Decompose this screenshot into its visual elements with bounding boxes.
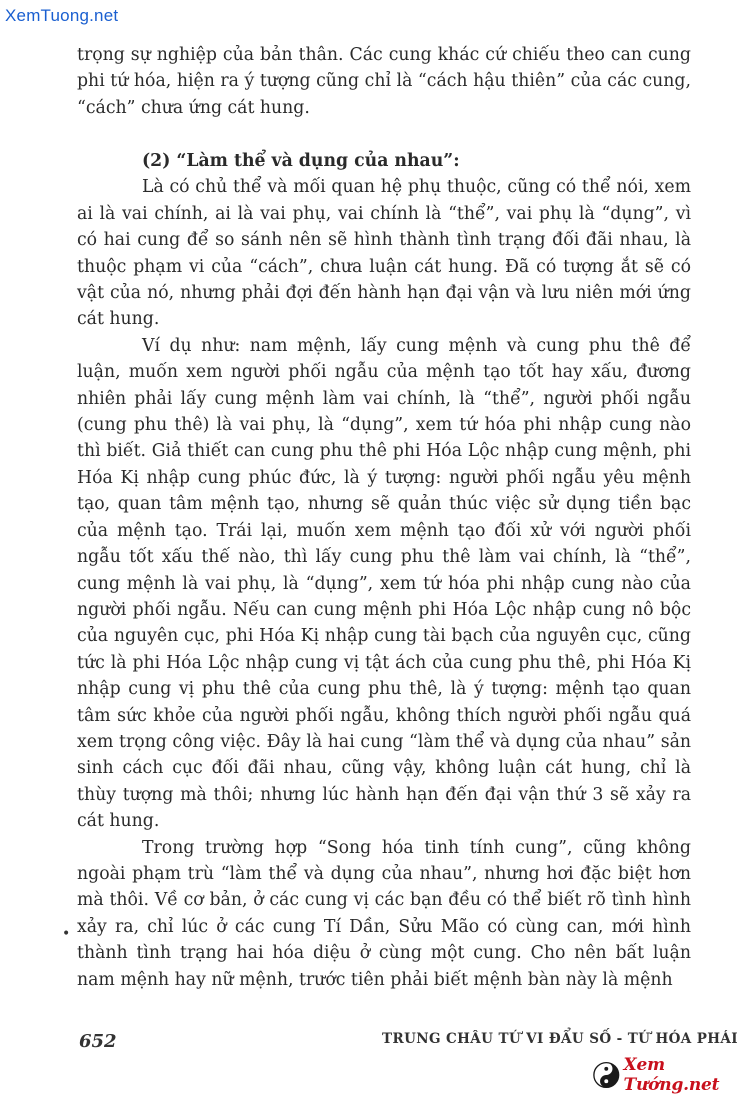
footer-logo <box>593 1055 750 1095</box>
margin-mark: • <box>62 926 71 942</box>
section-heading: (2) “Làm thể và dụng của nhau”: <box>142 151 460 171</box>
paragraph-1: Là có chủ thể và mối quan hệ phụ thuộc, cũng có thể nói, xem ai là vai chính, ai là vai phụ, vai chính là “thể”, vai phụ là “dụng”, vì có hai cung để so sánh nên sẽ hình thành tình trạng đối đãi nhau, là thuộc phạm vi của “cách”, chưa luận cát hung. Đã có tượng ắt sẽ có vật của nó, nhưng phải đợi đến hành hạn đại vận và lưu niên mới ứng cát hung. <box>77 177 691 330</box>
page-number: 652 <box>79 1031 117 1052</box>
site-watermark: XemTuong.net <box>5 6 119 25</box>
paragraph-2: Ví dụ như: nam mệnh, lấy cung mệnh và cung phu thê để luận, muốn xem người phối ngẫu của mệnh tạo tốt hay xấu, đương nhiên phải lấy cung mệnh làm vai chính, là “thể”, người phối ngẫu (cung phu thê) là vai phụ, là “dụng”, xem tứ hóa phi nhập cung nào thì biết. Giả thiết can cung phu thê phi Hóa Lộc nhập cung mệnh, phi Hóa Kị nhập cung phúc đức, là ý tượng: người phối ngẫu yêu mệnh tạo, quan tâm mệnh tạo, nhưng sẽ quản thúc việc sử dụng tiền bạc của mệnh tạo. Trái lại, muốn xem mệnh tạo đối xử với người phối ngẫu tốt xấu thế nào, thì lấy cung phu thê làm vai chính, là “thể”, cung mệnh là vai phụ, là “dụng”, xem tứ hóa phi nhập cung nào của người phối ngẫu. Nếu can cung mệnh phi Hóa Lộc nhập cung nô bộc của nguyên cục, phi Hóa Kị nhập cung tài bạch của nguyên cục, cũng tức là phi Hóa Lộc nhập cung vị tật ách của cung phu thê, phi Hóa Kị nhập cung vị phu thê của cung phu thê, là ý tượng: mệnh tạo quan tâm sức khỏe của người phối ngẫu, không thích người phối ngẫu quá xem trọng công việc. Đây là hai cung “làm thể và dụng của nhau” sản sinh cách cục đối đãi nhau, cũng vậy, không luận cát hung, chỉ là thùy tượng mà thôi; nhưng lúc hành hạn đến đại vận thứ 3 sẽ xảy ra cát hung. <box>77 335 691 832</box>
running-footer-title: TRUNG CHÂU TỨ VI ĐẨU SỐ - TỨ HÓA PHÁI <box>382 1031 739 1047</box>
yin-yang-icon <box>593 1060 620 1090</box>
intro-paragraph: trọng sự nghiệp của bản thân. Các cung khác cứ chiếu theo can cung phi tứ hóa, hiện ra ý tượng cũng chỉ là “cách hậu thiên” của các cung, “cách” chưa ứng cát hung. <box>77 45 691 118</box>
intro-text-block <box>77 42 691 121</box>
paragraph-3: Trong trường hợp “Song hóa tinh tính cung”, cũng không ngoài phạm trù “làm thể và dụng của nhau”, nhưng hơi đặc biệt hơn mà thôi. Về cơ bản, ở các cung vị các bạn đều có thể biết rõ tình hình xảy ra, chỉ lúc ở các cung Tí Dần, Sửu Mão có cùng can, mới hình thành tình trạng hai hóa diệu ở cùng một cung. Cho nên bất luận nam mệnh hay nữ mệnh, trước tiên phải biết mệnh bàn này là mệnh <box>77 837 691 990</box>
logo-text: Xem Tướng.net <box>623 1055 720 1095</box>
main-text-block <box>77 148 691 993</box>
